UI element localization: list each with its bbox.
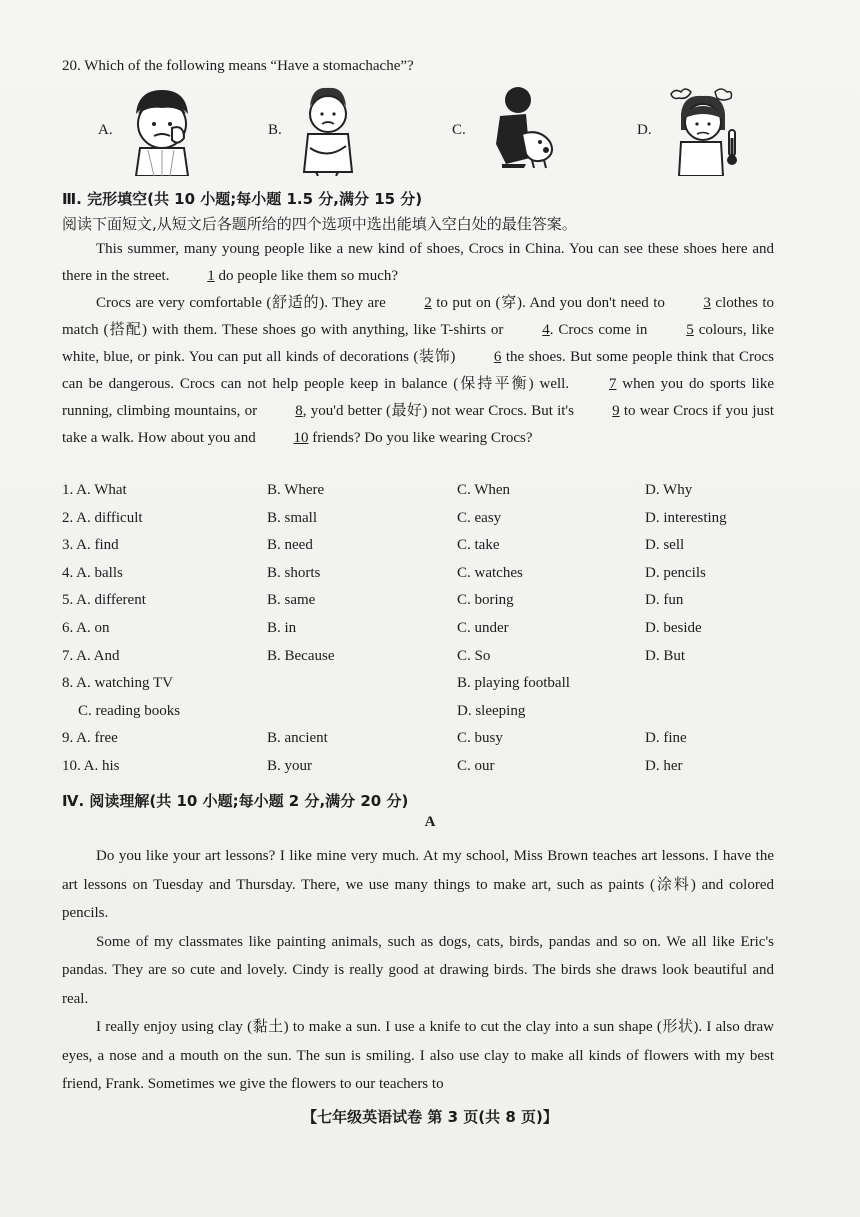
option-row-10: 10. A. his B. your C. our D. her <box>62 757 683 774</box>
page-footer: 【七年级英语试卷 第 3 页(共 8 页)】 <box>302 1108 558 1126</box>
section-3-instruction: 阅读下面短文,从短文后各题所给的四个选项中选出能填入空白处的最佳答案。 <box>62 215 577 233</box>
blank-2: 2 <box>424 295 432 311</box>
stomachache-boy-icon <box>296 84 358 176</box>
blank-1: 1 <box>207 268 215 284</box>
option-row-4: 4. A. balls B. shorts C. watches D. pencils <box>62 564 706 581</box>
blank-9: 9 <box>612 403 620 419</box>
q20-picture-options <box>62 84 762 180</box>
option-row-2: 2. A. difficult B. small C. easy D. interesting <box>62 509 727 526</box>
option-c-label: C. <box>452 122 466 138</box>
passage-a-paragraph-3: I really enjoy using clay (黏土) to make a sun. I use a knife to cut the clay into a sun shape (形状). I also draw eyes, a nose and a mouth on the sun. The sun is smiling. I also use clay to make all kinds of flowers with my best friend, Frank. Sometimes we give the flowers to our teachers to <box>62 1019 774 1092</box>
option-row-9: 9. A. free B. ancient C. busy D. fine <box>62 730 687 747</box>
option-b-label: B. <box>268 122 282 138</box>
passage-a-paragraph-2: Some of my classmates like painting animals, such as dogs, cats, birds, pandas and so on. We all like Eric's pandas. They are so cute and lovely. Cindy is really good at drawing birds. The birds she draws look beautiful and real. <box>62 933 774 1007</box>
option-row-7: 7. A. And B. Because C. So D. But <box>62 647 686 664</box>
option-a-label: A. <box>98 122 113 138</box>
section-4-title: Ⅳ. 阅读理解(共 10 小题;每小题 2 分,满分 20 分) <box>62 792 409 810</box>
cloze-paragraph-1: This summer, many young people like a new kind of shoes, Crocs in China. You can see these shoes here and there in the street. 1 do people like them so much? <box>62 236 774 290</box>
passage-a-heading: A <box>424 814 436 830</box>
cloze-passage <box>62 236 774 452</box>
option-row-8b: C. reading books D. sleeping <box>78 702 526 719</box>
passage-a-paragraph-1: Do you like your art lessons? I like mine very much. At my school, Miss Brown teaches art lessons. I have the art lessons on Tuesday and Thursday. There, we use many things to make art, such as paints (涂料) and colored pencils. <box>62 848 774 921</box>
option-row-5: 5. A. different B. same C. boring D. fun <box>62 592 684 609</box>
blank-7: 7 <box>608 376 617 392</box>
blank-10: 10 <box>293 430 309 446</box>
option-d-label: D. <box>637 122 652 138</box>
reading-passage-a <box>62 842 774 1099</box>
blank-4: 4 <box>542 322 550 338</box>
option-row-8a: 8. A. watching TV B. playing football <box>62 675 570 692</box>
option-row-3: 3. A. find B. need C. take D. sell <box>62 537 685 554</box>
blank-8: 8 <box>295 403 303 419</box>
blank-3: 3 <box>703 295 711 311</box>
section-3-title: Ⅲ. 完形填空(共 10 小题;每小题 1.5 分,满分 15 分) <box>62 190 423 208</box>
blank-6: 6 <box>493 349 502 365</box>
blank-5: 5 <box>686 322 694 338</box>
cloze-options <box>62 482 782 786</box>
question-20: 20. Which of the following means “Have a stomachache”? <box>62 58 414 74</box>
fever-girl-icon <box>665 84 745 176</box>
toothache-boy-icon <box>126 84 198 176</box>
cloze-paragraph-2: Crocs are very comfortable (舒适的). They are 2 to put on (穿). And you don't need to 3 clothes to match (搭配) with them. These shoes go with anything, like T-shirts or 4. Crocs come in 5 colours, like white, blue, or pink. You can put all kinds of decorations (装饰) 6 the shoes. But some people think that Crocs can be dangerous. Crocs can not help people keep in balance (保持平衡) well. 7 when you do sports like running, climbing mountains, or 8, you'd better (最好) not wear Crocs. But it's 9 to wear Crocs if you just take a walk. How about you and 10 friends? Do you like wearing Crocs? <box>62 290 774 452</box>
person-with-dog-icon <box>480 84 560 176</box>
option-row-6: 6. A. on B. in C. under D. beside <box>62 619 702 636</box>
option-row-1: 1. A. What B. Where C. When D. Why <box>62 482 693 498</box>
